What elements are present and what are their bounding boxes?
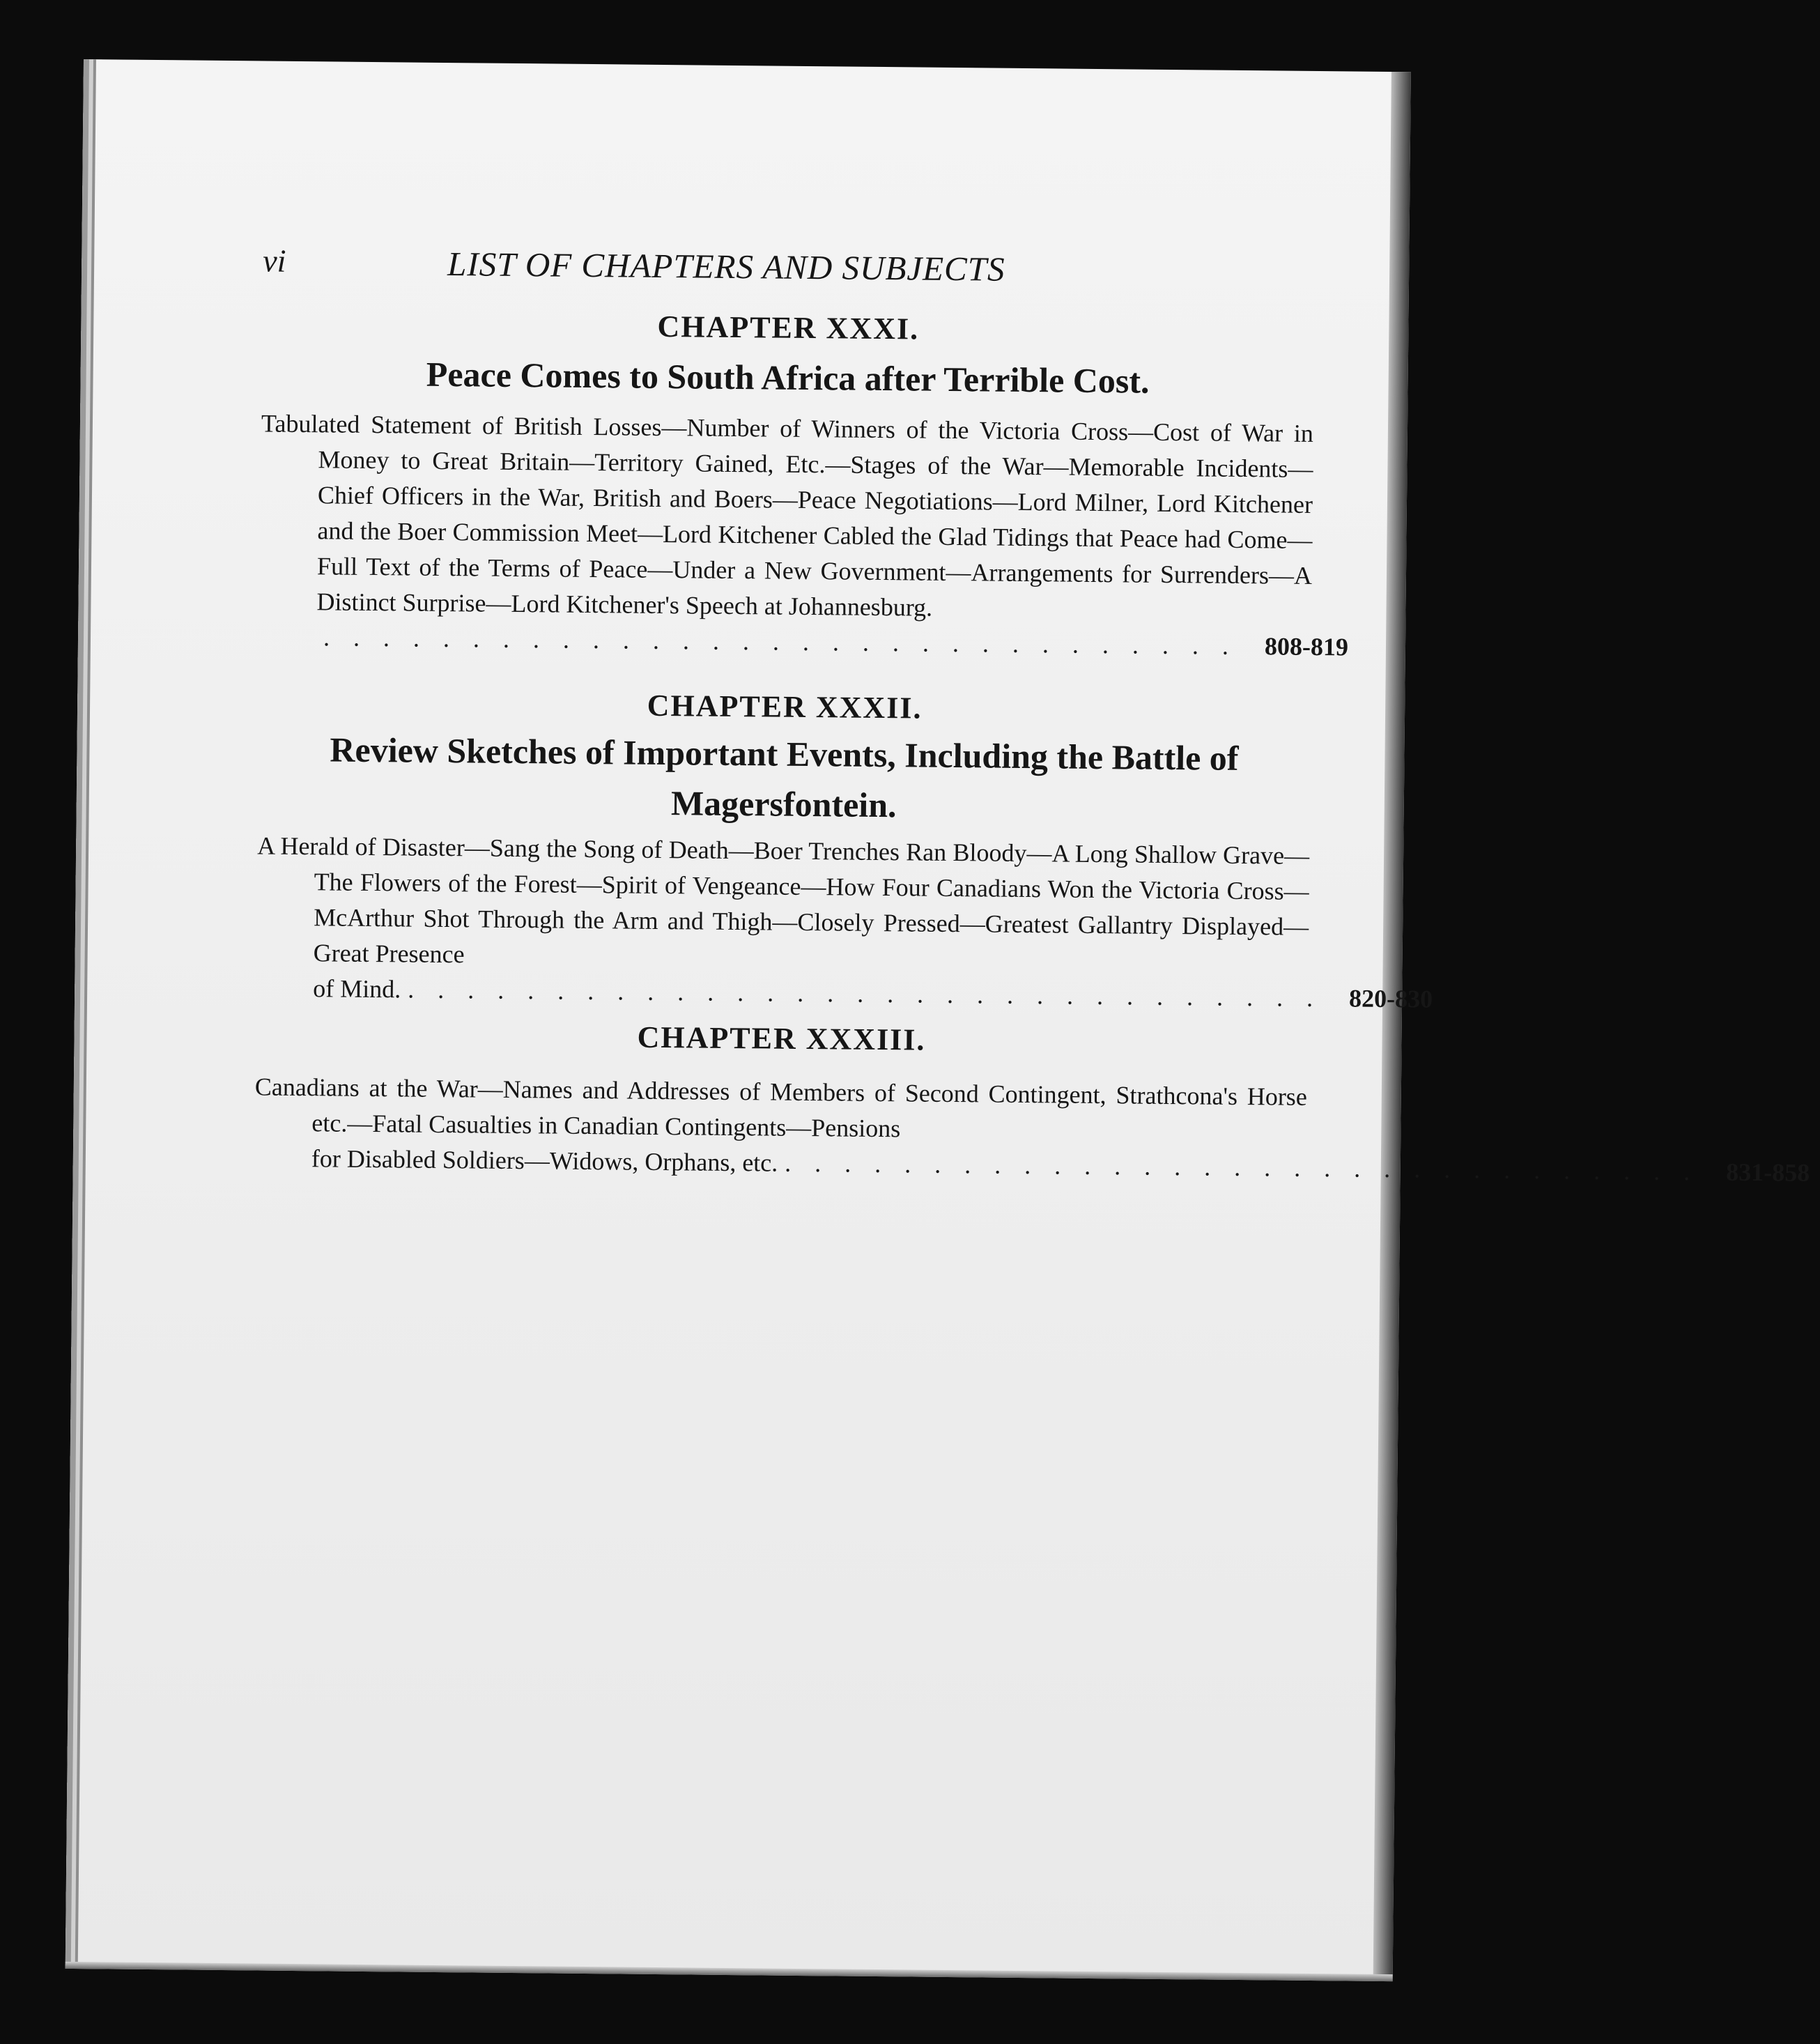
- chapter-title: Peace Comes to South Africa after Terrible Cost.: [426, 354, 1150, 401]
- dot-leader: ...............................: [408, 975, 1337, 1013]
- chapter-entry-31: [259, 305, 1349, 664]
- chapter-entry-32: [256, 684, 1433, 1015]
- page-edge-bottom: [65, 1962, 1393, 1981]
- running-head: [263, 242, 1316, 314]
- leader-lead-text: of Mind.: [313, 974, 401, 1004]
- page-edge-shadow: [1373, 72, 1411, 1981]
- page-content: [254, 242, 1810, 1187]
- chapter-summary: Canadians at the War—Names and Addresses of Members of Second Contingent, Strathcona's Horse etc.—Fatal Casualties in Canadian Contingents—Pensions: [254, 1073, 1307, 1143]
- chapter-summary: Tabulated Statement of British Losses—Number of Winners of the Victoria Cross—Cost of War in Money to Great Britain—Territory Gained, Etc.—Stages of the War—Memorable Incidents—Chief Officers in the War, British and Boers—Peace Negotiations—Lord Milner, Lord Kitchener and the Boer Commission Meet—Lord Kitchener Cabled the Glad Tidings that Peace had Come—Full Text of the Terms of Peace—Under a New Government—Arrangements for Surrenders—A Distinct Surprise—Lord Kitchener's Speech at Johannesburg.: [261, 409, 1314, 622]
- page-folio: vi: [262, 243, 286, 279]
- leader-lead-text: for Disabled Soldiers—Widows, Orphans, etc.: [311, 1144, 778, 1177]
- chapter-number: CHAPTER XXXI.: [657, 309, 920, 346]
- book-page: [65, 59, 1810, 1981]
- chapter-number: CHAPTER XXXII.: [647, 688, 923, 725]
- dot-leader: ...............................: [785, 1148, 1714, 1186]
- chapter-entry-33: [254, 1015, 1810, 1187]
- running-title: LIST OF CHAPTERS AND SUBJECTS: [447, 245, 1005, 289]
- chapter-number: CHAPTER XXXIII.: [637, 1020, 926, 1057]
- page-range: 831-858: [1726, 1158, 1810, 1187]
- page-range: 808-819: [1264, 632, 1349, 661]
- chapter-title: Review Sketches of Important Events, Including the Battle of Magersfontein.: [330, 730, 1239, 825]
- chapter-summary: A Herald of Disaster—Sang the Song of Death—Boer Trenches Ran Bloody—A Long Shallow Grave—The Flowers of the Forest—Spirit of Vengeance—How Four Canadians Won the Victoria Cross—McArthur Shot Through the Arm and Thigh—Closely Pressed—Greatest Gallantry Displayed—Great Presence: [256, 831, 1310, 969]
- dot-leader: ...............................: [323, 623, 1253, 661]
- page-range: 820-830: [1348, 984, 1433, 1013]
